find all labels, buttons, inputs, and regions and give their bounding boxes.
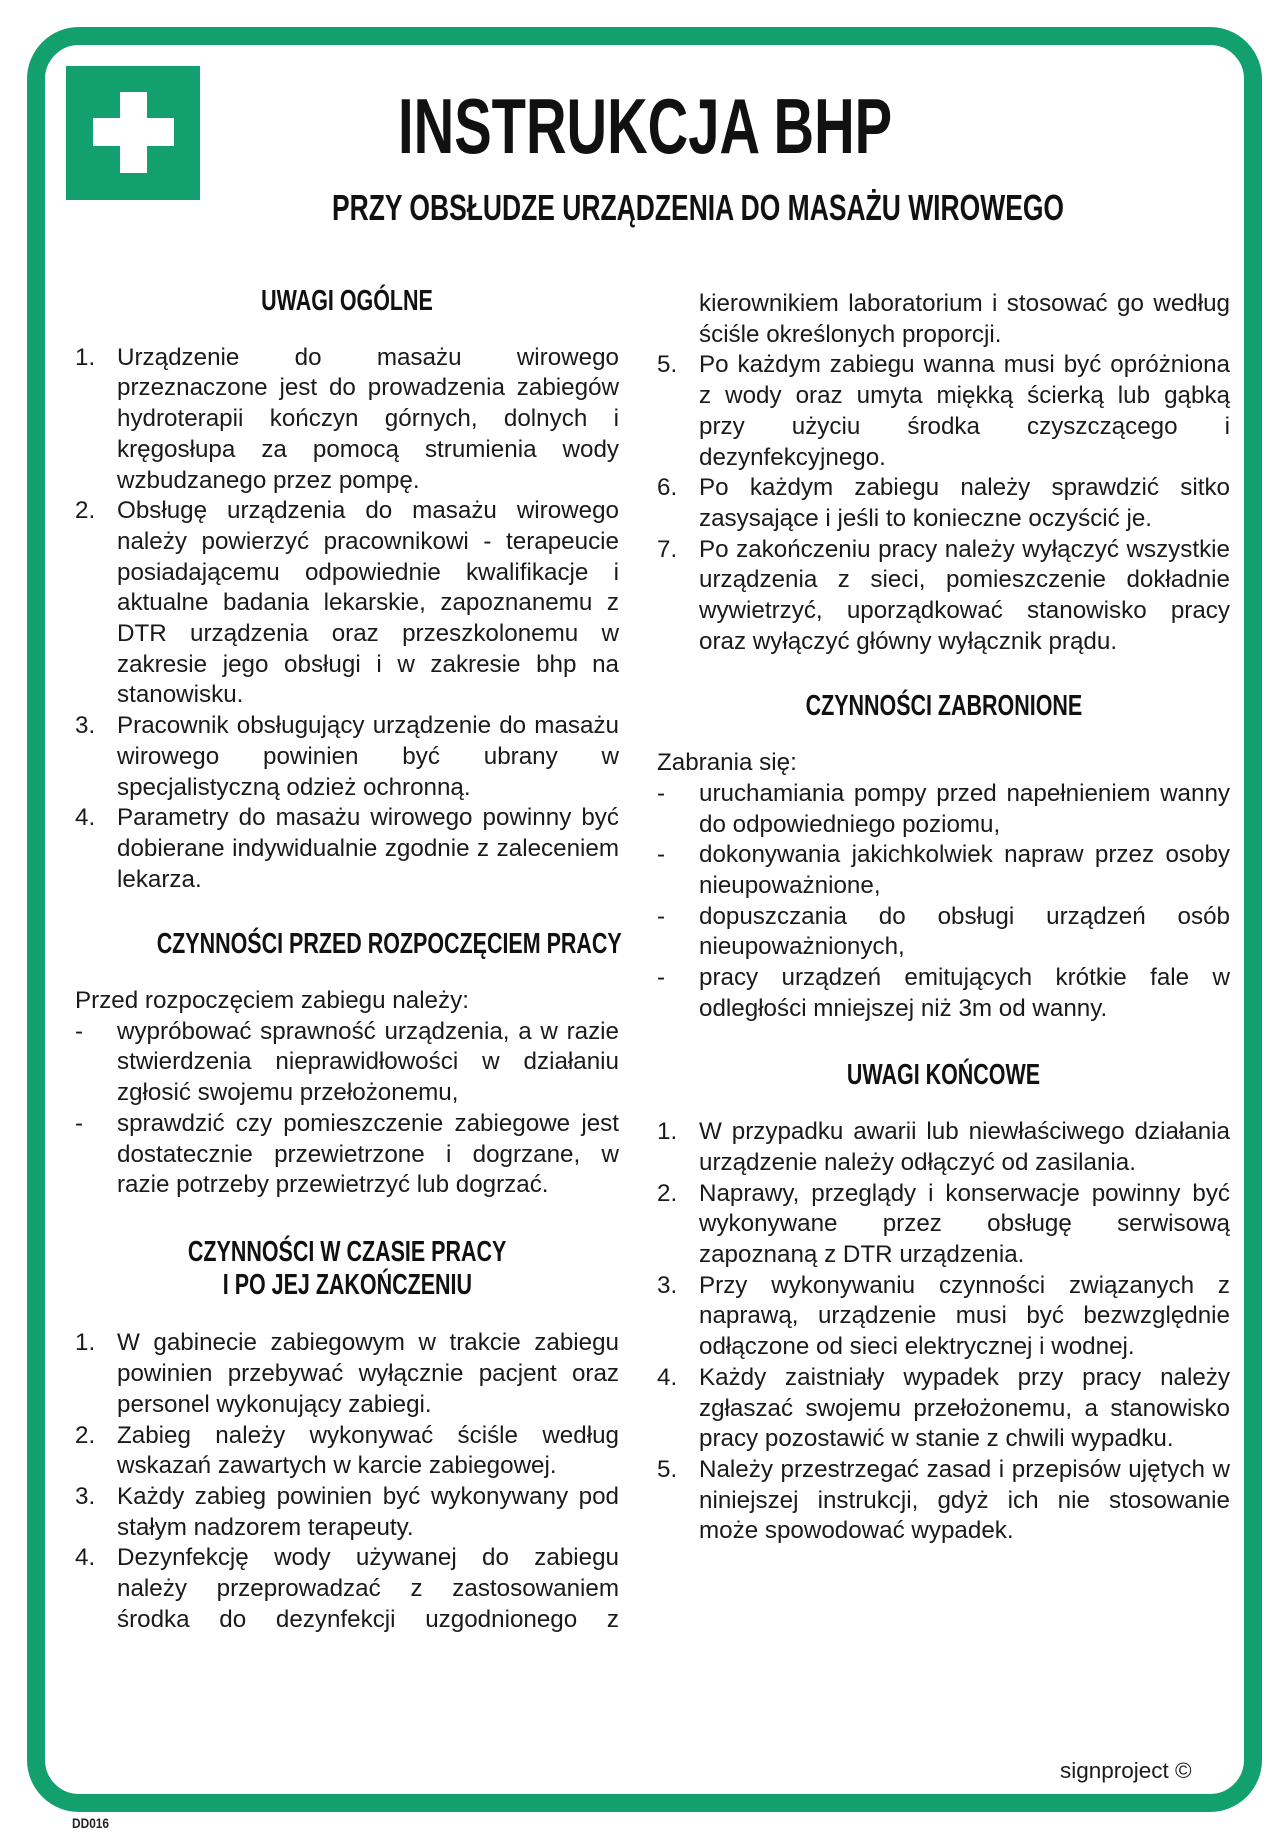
section-heading-przed-praca: CZYNNOŚCI PRZED ROZPOCZĘCIEM PRACY bbox=[156, 928, 622, 961]
page-subtitle: PRZY OBSŁUDZE URZĄDZENIA DO MASAŻU WIROWEGO bbox=[331, 187, 1065, 228]
list-item: 1. W przypadku awarii lub niewłaściwego działania urządzenie należy odłączyć od zasilania. bbox=[657, 1118, 1230, 1176]
section-heading-w-czasie-pracy: CZYNNOŚCI W CZASIE PRACY I PO JEJ ZAKOŃCZENIU bbox=[187, 1235, 507, 1301]
list-item-continuation: kierownikiem laboratorium i stosować go według ściśle określonych proporcji. bbox=[699, 290, 1230, 348]
list-item: 4. Parametry do masażu wirowego powinny być dobierane indywidualnie zgodnie z zaleceniem lekarza. bbox=[75, 804, 619, 893]
cross-horizontal-bar bbox=[93, 118, 174, 146]
przed-praca-intro: Przed rozpoczęciem zabiegu należy: bbox=[75, 987, 469, 1015]
right-column bbox=[657, 289, 1230, 1547]
left-column bbox=[75, 285, 622, 1635]
list-item: 5. Po każdym zabiegu wanna musi być opróżniona z wody oraz umyta miękką ścierką lub gąbką przy użyciu środka czyszczącego i dezynfekcyjnego. bbox=[657, 351, 1230, 471]
first-aid-cross-icon bbox=[66, 66, 200, 200]
list-item: - dopuszczania do obsługi urządzeń osób nieupoważnionych, bbox=[657, 902, 1230, 961]
list-item: 2. Zabieg należy wykonywać ściśle według wskazań zawartych w karcie zabiegowej. bbox=[75, 1421, 619, 1480]
product-code: DD016 bbox=[72, 1815, 110, 1831]
brand-credit: signproject © bbox=[1060, 1758, 1192, 1783]
list-item: - sprawdzić czy pomieszczenie zabiegowe jest dostatecznie przewietrzone i dogrzane, w razie potrzeby przewietrzyć lub dogrzać. bbox=[75, 1109, 619, 1199]
list-item: 4. Każdy zaistniały wypadek przy pracy należy zgłaszać swojemu przełożonemu, a stanowisko pracy pozostawić w stanie z chwili wypadku. bbox=[657, 1363, 1230, 1453]
list-item: 4. Dezynfekcję wody używanej do zabiegu należy przeprowadzać z zastosowaniem środka do dezynfekcji uzgodnionego z bbox=[75, 1544, 619, 1633]
page-title: INSTRUKCJA BHP bbox=[397, 82, 893, 170]
subtitle-container bbox=[200, 186, 1090, 230]
list-item: 3. Każdy zabieg powinien być wykonywany pod stałym nadzorem terapeuty. bbox=[75, 1482, 619, 1541]
list-item: - uruchamiania pompy przed napełnieniem wanny do odpowiedniego poziomu, bbox=[657, 779, 1230, 838]
section-heading-zabronione: CZYNNOŚCI ZABRONIONE bbox=[805, 690, 1082, 723]
w-czasie-pracy-list-cont bbox=[657, 350, 1230, 657]
list-item: 5. Należy przestrzegać zasad i przepisów ujętych w niniejszej instrukcji, gdyż ich nie stosowanie może spowodować wypadek. bbox=[657, 1455, 1230, 1545]
list-item: 2. Naprawy, przeglądy i konserwacje powinny być wykonywane przez obsługę serwisową zapoznaną z DTR urządzenia. bbox=[657, 1179, 1230, 1268]
uwagi-koncowe-list bbox=[657, 1117, 1230, 1547]
zabronione-list bbox=[657, 779, 1230, 1025]
w-czasie-pracy-list bbox=[75, 1328, 619, 1635]
list-item: 1. W gabinecie zabiegowym w trakcie zabiegu powinien przebywać wyłącznie pacjent oraz personel wykonujący zabiegi. bbox=[75, 1329, 619, 1418]
uwagi-ogolne-list bbox=[75, 343, 619, 896]
list-item: 2. Obsługę urządzenia do masażu wirowego należy powierzyć pracownikowi - terapeucie posiadającemu odpowiednie kwalifikacje i aktualne badania lekarskie, zapoznanemu z DTR urządzenia oraz przeszkolonemu w zakresie jego obsługi i w zakresie bhp na stanowisku. bbox=[75, 497, 619, 709]
section-heading-uwagi-ogolne: UWAGI OGÓLNE bbox=[261, 285, 433, 317]
title-container bbox=[230, 82, 1060, 170]
list-item: - pracy urządzeń emitujących krótkie fale w odległości mniejszej niż 3m od wanny. bbox=[657, 964, 1230, 1022]
list-item: 3. Pracownik obsługujący urządzenie do masażu wirowego powinien być ubrany w specjalistyczną odzież ochronną. bbox=[75, 712, 619, 801]
list-item: 3. Przy wykonywaniu czynności związanych z naprawą, urządzenie musi być bezwzględnie odłączone od sieci elektrycznej i wodnej. bbox=[657, 1271, 1230, 1361]
list-item: 1. Urządzenie do masażu wirowego przeznaczone jest do prowadzenia zabiegów hydroterapii kończyn górnych, dolnych i kręgosłupa za pomocą strumienia wody wzbudzanego przez pompę. bbox=[75, 343, 619, 494]
zabronione-intro: Zabrania się: bbox=[657, 749, 797, 777]
list-item: - dokonywania jakichkolwiek napraw przez osoby nieupoważnione, bbox=[657, 841, 1230, 899]
list-item: 7. Po zakończeniu pracy należy wyłączyć wszystkie urządzenia z sieci, pomieszczenie dokładnie wywietrzyć, uporządkować stanowisko pracy oraz wyłączyć główny wyłącznik prądu. bbox=[657, 535, 1230, 655]
section-heading-uwagi-koncowe: UWAGI KOŃCOWE bbox=[846, 1059, 1041, 1092]
przed-praca-list bbox=[75, 1017, 619, 1201]
list-item: - wypróbować sprawność urządzenia, a w razie stwierdzenia nieprawidłowości w działaniu zgłosić swojemu przełożonemu, bbox=[75, 1017, 619, 1107]
list-item: 6. Po każdym zabiegu należy sprawdzić sitko zasysające i jeśli to konieczne oczyścić je. bbox=[657, 474, 1230, 532]
